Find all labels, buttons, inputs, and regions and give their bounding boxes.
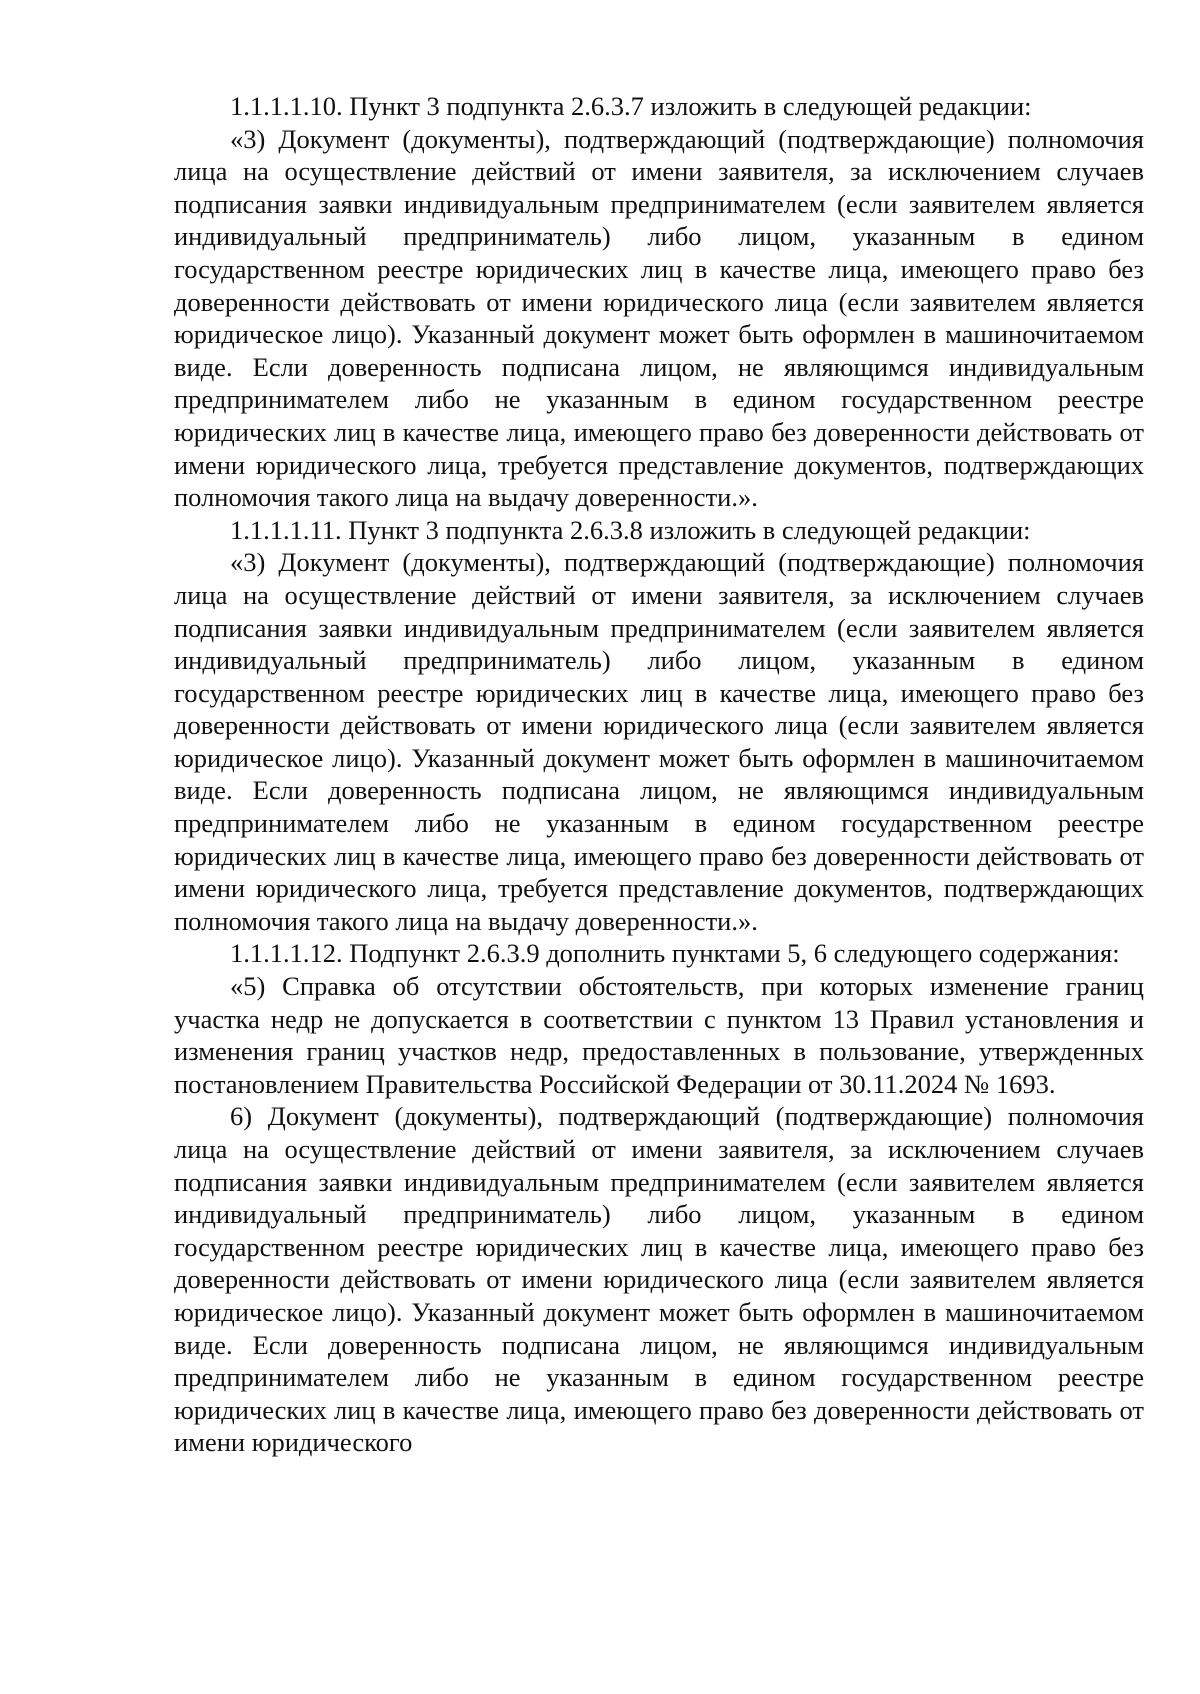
paragraph-item-5-text: «5) Справка об отсутствии обстоятельств, при которых изменение границ участка недр не допускается в соответствии с пунктом 13 Правил установления и изменения границ участков недр, предоставленных в пользование, утвержденных постановлением Правительства Российской Федерации от 30.11.2024 № 1693. — [174, 971, 1144, 1099]
paragraph-amendment-1-1-1-1-12: 1.1.1.1.12. Подпункт 2.6.3.9 дополнить пунктами 5, 6 следующего содержания: — [230, 938, 1120, 969]
paragraph-item-3-text-2-6-3-7: «3) Документ (документы), подтверждающий (подтверждающие) полномочия лица на осуществление действий от имени заявителя, за исключением случаев подписания заявки индивидуальным предпринимателем (если заявителем является индивидуальный предприниматель) либо лицом, указанным в едином государственном реестре юридических лиц в качестве лица, имеющего право без доверенности действовать от имени юридического лица (если заявителем является юридическое лицо). Указанный документ может быть оформлен в машиночитаемом виде. Если доверенность подписана лицом, не являющимся индивидуальным предпринимателем либо не указанным в едином государственном реестре юридических лиц в качестве лица, имеющего право без доверенности действовать от имени юридического лица, требуется представление документов, подтверждающих полномочия такого лица на выдачу доверенности.». — [174, 123, 1144, 513]
paragraph-amendment-1-1-1-1-10: 1.1.1.1.10. Пункт 3 подпункта 2.6.3.7 изложить в следующей редакции: — [230, 91, 1032, 121]
paragraph-amendment-1-1-1-1-11: 1.1.1.1.11. Пункт 3 подпункта 2.6.3.8 изложить в следующей редакции: — [230, 514, 1031, 545]
paragraph-item-3-text-2-6-3-8: «3) Документ (документы), подтверждающий (подтверждающие) полномочия лица на осуществление действий от имени заявителя, за исключением случаев подписания заявки индивидуальным предпринимателем (если заявителем является индивидуальный предприниматель) либо лицом, указанным в едином государственном реестре юридических лиц в качестве лица, имеющего право без доверенности действовать от имени юридического лица (если заявителем является юридическое лицо). Указанный документ может быть оформлен в машиночитаемом виде. Если доверенность подписана лицом, не являющимся индивидуальным предпринимателем либо не указанным в едином государственном реестре юридических лиц в качестве лица, имеющего право без доверенности действовать от имени юридического лица, требуется представление документов, подтверждающих полномочия такого лица на выдачу доверенности.». — [174, 547, 1144, 936]
paragraph-item-6-text: 6) Документ (документы), подтверждающий (подтверждающие) полномочия лица на осуществление действий от имени заявителя, за исключением случаев подписания заявки индивидуальным предпринимателем (если заявителем является индивидуальный предприниматель) либо лицом, указанным в едином государственном реестре юридических лиц в качестве лица, имеющего право без доверенности действовать от имени юридического лица (если заявителем является юридическое лицо). Указанный документ может быть оформлен в машиночитаемом виде. Если доверенность подписана лицом, не являющимся индивидуальным предпринимателем либо не указанным в едином государственном реестре юридических лиц в качестве лица, имеющего право без доверенности действовать от имени юридического — [174, 1101, 1144, 1458]
document-page — [174, 90, 1144, 1459]
